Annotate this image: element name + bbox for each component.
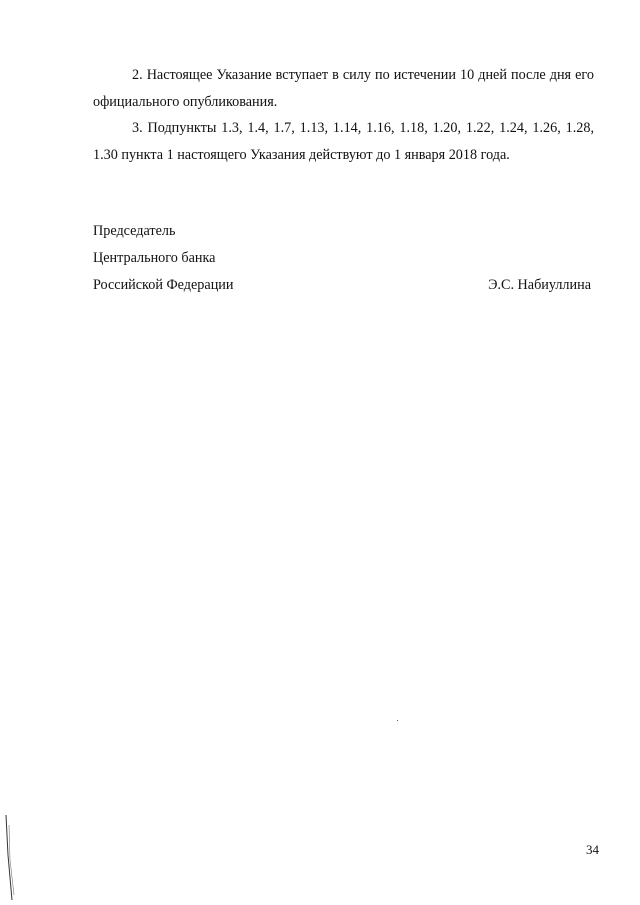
signer-position: Председатель [93, 223, 176, 239]
signer-organization: Центрального банка [93, 250, 216, 266]
paragraph-3: 3. Подпункты 1.3, 1.4, 1.7, 1.13, 1.14, 1.16, 1.18, 1.20, 1.22, 1.24, 1.26, 1.28, 1.30 пункта 1 настоящего Указания действуют до 1 января 2018 года. [93, 120, 594, 163]
signature-title-line-1 [93, 218, 593, 245]
signer-name: Э.С. Набиуллина [488, 277, 591, 293]
binding-edge-mark [4, 815, 16, 900]
paragraph-2: 2. Настоящее Указание вступает в силу по истечении 10 дней после дня его официального опубликования. [93, 67, 594, 110]
signature-title-line-2 [93, 245, 593, 272]
scan-speck [397, 720, 398, 721]
signer-country: Российской Федерации [93, 277, 234, 293]
signature-title-line-3 [93, 272, 593, 299]
signature-block [93, 218, 593, 299]
page-number: 34 [586, 842, 599, 857]
